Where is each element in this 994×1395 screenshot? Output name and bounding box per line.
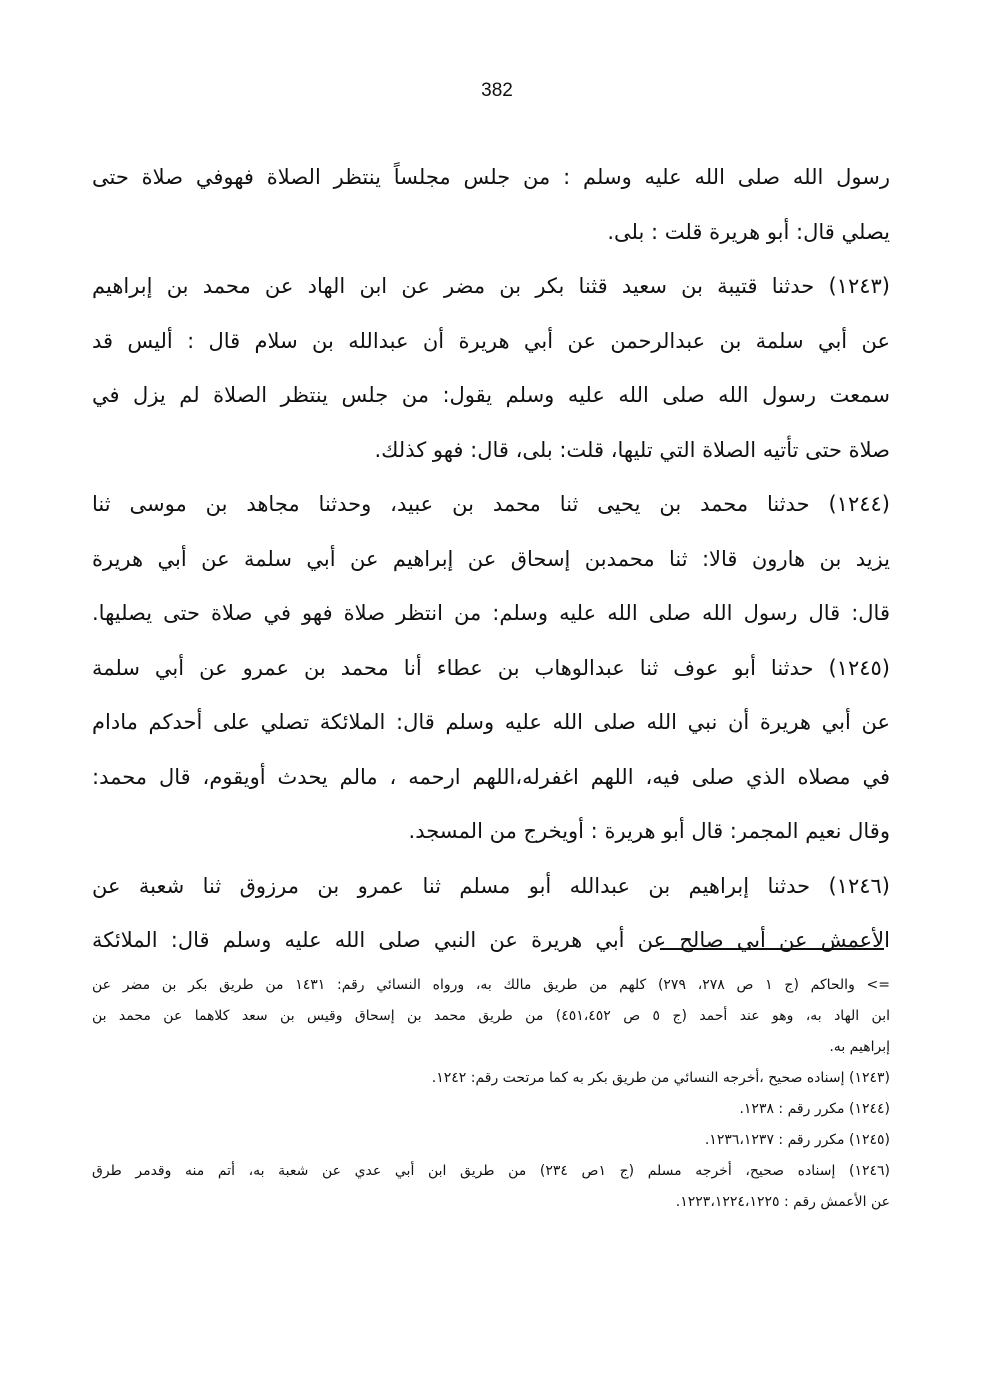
footnote-divider	[660, 948, 884, 950]
text-line: (١٢٤٥) حدثنا أبو عوف ثنا عبدالوهاب بن عطاء أنا محمد بن عمرو عن أبي سلمة	[92, 655, 890, 680]
text-line: (١٢٤٣) حدثنا قتيبة بن سعيد قثنا بكر بن مضر عن ابن الهاد عن محمد بن إبراهيم	[92, 274, 890, 298]
footnote-line: => والحاكم (ج ١ ص ٢٧٨، ٢٧٩) كلهم من طريق مالك به، ورواه النسائي رقم: ١٤٣١ من طريق بكر بن مضر عن	[92, 977, 890, 993]
footnote-line: ابن الهاد به، وهو عند أحمد (ج ٥ ص ٤٥١،٤٥٢) من طريق محمد بن إسحاق وقيس بن سعد كلاهما عن محمد بن	[92, 1008, 890, 1024]
footnote-line: إبراهيم به.	[829, 1039, 890, 1055]
text-line: قال: قال رسول الله صلى الله عليه وسلم: من انتظر صلاة فهو في صلاة حتى يصليها.	[92, 601, 890, 625]
text-line: وقال نعيم المجمر: قال أبو هريرة : أويخرج من المسجد.	[408, 819, 890, 843]
footnote-line: (١٢٤٣) إسناده صحيح ،أخرجه النسائي من طريق بكر به كما مرتحت رقم: ١٢٤٢.	[431, 1070, 890, 1086]
page-number: 382	[481, 80, 513, 101]
footnote-line: (١٢٤٤) مكرر رقم : ١٢٣٨.	[739, 1101, 890, 1117]
text-line: في مصلاه الذي صلى فيه، اللهم اغفرله،اللهم ارحمه ، مالم يحدث أويقوم، قال محمد:	[92, 764, 890, 789]
footnote-line: (١٢٤٦) إسناده صحيح، أخرجه مسلم (ج ١ص ٢٣٤) من طريق ابن أبي عدي عن شعبة به، أتم منه وقدمر طرق	[92, 1163, 890, 1179]
text-line: رسول الله صلى الله عليه وسلم : من جلس مجلساً ينتظر الصلاة فهوفي صلاة حتى	[92, 165, 890, 189]
text-line: يزيد بن هارون قالا: ثنا محمدبن إسحاق عن إبراهيم عن أبي سلمة عن أبي هريرة	[92, 546, 890, 571]
text-line: (١٢٤٤) حدثنا محمد بن يحيى ثنا محمد بن عبيد، وحدثنا مجاهد بن موسى ثنا	[92, 492, 890, 516]
text-line: عن أبي هريرة أن نبي الله صلى الله عليه وسلم قال: الملائكة تصلي على أحدكم مادام	[92, 710, 890, 734]
main-text	[92, 150, 890, 968]
text-line: سمعت رسول الله صلى الله عليه وسلم يقول: من جلس ينتظر الصلاة لم يزل في	[92, 383, 890, 407]
text-line: (١٢٤٦) حدثنا إبراهيم بن عبدالله أبو مسلم ثنا عمرو بن مرزوق ثنا شعبة عن	[92, 873, 890, 898]
footnote-line: عن الأعمش رقم : ١٢٢٣،١٢٢٤،١٢٢٥.	[675, 1194, 890, 1210]
text-line: صلاة حتى تأتيه الصلاة التي تليها، قلت: بلى، قال: فهو كذلك.	[374, 437, 890, 462]
text-line: الأعمش عن أبي صالح عن أبي هريرة عن النبي صلى الله عليه وسلم قال: الملائكة	[92, 928, 890, 952]
text-line: يصلي قال: أبو هريرة قلت : بلى.	[607, 219, 890, 244]
footnote-line: (١٢٤٥) مكرر رقم : ١٢٣٦،١٢٣٧.	[704, 1132, 890, 1148]
footnotes	[92, 970, 890, 1218]
text-line: عن أبي سلمة بن عبدالرحمن عن أبي هريرة أن عبدالله بن سلام قال : أليس قد	[92, 328, 890, 353]
